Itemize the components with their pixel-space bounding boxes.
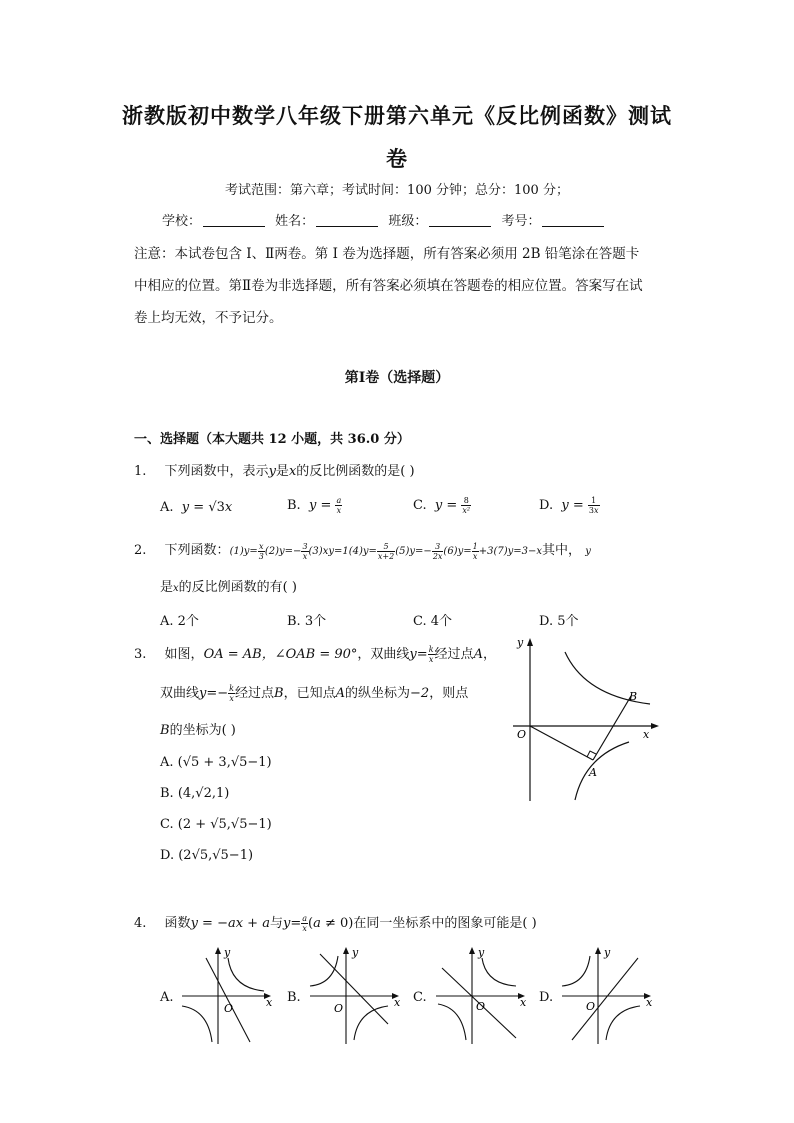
question-3: 3. 如图，OA = AB，∠OAB = 90°，双曲线y= $\frac{k}{x}$ 经过点A， [134, 645, 496, 664]
q2-function-list: (1)y= $\frac{x}{3}$ (2)y=− $\frac{3}{x}$ (3)xy=1(4)y= $\frac{5}{x+2}$ (5)y=− $\frac{3}{2x}$ (6)y= $\frac{1}{x}$ +3(7)y=3−x [229, 542, 543, 561]
q1-text-mid: 是 [275, 464, 289, 479]
q3-label-x: x [643, 728, 650, 741]
number-label: 考号： [501, 214, 541, 229]
q3-y-arrow-icon [527, 638, 533, 646]
school-blank[interactable] [203, 212, 265, 227]
question-4: 4. 函数y = −ax + a与y= $\frac{a}{x}$ (a ≠ 0)在同一坐标系中的图象可能是( ) [134, 914, 537, 933]
svg-text:y: y [352, 946, 359, 959]
question-3-line3: B的坐标为( ) [160, 723, 236, 738]
q4-graph-d[interactable] [558, 944, 658, 1046]
q1-text-post: 的反比例函数的是( ) [296, 464, 415, 479]
q4-option-b-label[interactable]: B. [287, 990, 301, 1005]
part1-title: 第Ⅰ卷（选择题） [344, 370, 450, 386]
q3-segment-OA [530, 726, 593, 760]
svg-text:x: x [394, 996, 401, 1009]
q4-graph-c[interactable] [432, 944, 532, 1046]
svg-text:O: O [476, 1000, 486, 1013]
question-2-line2: 是x的反比例函数的有( ) [160, 580, 297, 595]
student-fields [162, 212, 610, 232]
q3-option-d[interactable]: D. (2√5,√5−1) [160, 848, 254, 863]
class-blank[interactable] [429, 212, 491, 227]
q3-segment-AB [593, 696, 631, 760]
question-2: 2. 下列函数：(1)y= $\frac{x}{3}$ (2)y=− $\frac{3}{x}$ (3)xy=1(4)y= $\frac{5}{x+2}$ (5)y=− $\frac{3}{2x}$ (6)y= $\frac{1}{x}$ +3(7)y=3−x其中， y [134, 542, 591, 561]
svg-text:O: O [334, 1002, 344, 1015]
question-3-line2: 双曲线y=− $\frac{k}{x}$ 经过点B，已知点A的纵坐标为−2，则点 [160, 684, 469, 703]
q1-option-b[interactable]: B. y = $\frac{a}{x}$ [287, 496, 342, 515]
q2-option-b[interactable]: B. 3个 [287, 614, 327, 629]
q3-option-a[interactable]: A. (√5 + 3,√5−1) [160, 755, 272, 770]
q3-curve-upper [565, 652, 650, 704]
q3-label-O: O [517, 728, 527, 741]
q3-label-B: B [629, 690, 638, 703]
svg-text:O: O [224, 1002, 234, 1015]
q3-figure [505, 638, 660, 803]
q3-label-A: A [589, 766, 597, 779]
q4-option-c-label[interactable]: C. [413, 990, 427, 1005]
number-blank[interactable] [542, 212, 604, 227]
svg-text:y: y [224, 946, 231, 959]
q2-text-post: 其中， [542, 543, 582, 558]
section1-heading: 一、选择题（本大题共 12 小题，共 36.0 分） [134, 432, 410, 447]
q2-option-d[interactable]: D. 5个 [539, 614, 579, 629]
q3-option-c[interactable]: C. (2 + √5,√5−1) [160, 817, 272, 832]
q1-option-a[interactable]: A. y = √3x [160, 500, 233, 515]
q3-x-arrow-icon [651, 723, 659, 729]
exam-title-line2: 卷 [386, 146, 408, 171]
q2-number: 2. [134, 543, 147, 558]
q4d-y-arrow-icon [595, 947, 601, 954]
q1-option-c[interactable]: C. y = $\frac{8}{\text{x²}}$ [413, 496, 471, 515]
svg-text:y: y [478, 946, 485, 959]
q4-option-d-label[interactable]: D. [539, 990, 554, 1005]
svg-text:x: x [646, 996, 653, 1009]
svg-text:x: x [520, 996, 527, 1009]
school-label: 学校： [162, 214, 202, 229]
q2-option-c[interactable]: C. 4个 [413, 614, 453, 629]
class-label: 班级： [388, 214, 428, 229]
exam-title-line1: 浙教版初中数学八年级下册第六单元《反比例函数》测试 [122, 103, 672, 128]
q3-number: 3. [134, 647, 147, 662]
exam-info: 考试范围：第六章；考试时间：100 分钟；总分：100 分； [225, 183, 569, 198]
svg-text:y: y [604, 946, 611, 959]
notice-line-2: 中相应的位置。第Ⅱ卷为非选择题，所有答案必须填在答题卷的相应位置。答案写在试 [134, 278, 643, 294]
q4-option-a-label[interactable]: A. [160, 990, 174, 1005]
notice-line-3: 卷上均无效，不予记分。 [134, 310, 283, 326]
q4a-y-arrow-icon [215, 947, 221, 954]
q4-graph-b[interactable] [306, 944, 406, 1046]
q2-option-a[interactable]: A. 2个 [160, 614, 199, 629]
name-label: 姓名： [275, 214, 315, 229]
q1-text-pre: 下列函数中，表示 [164, 464, 269, 479]
q3-curve-lower [575, 742, 629, 800]
q1-number: 1. [134, 464, 147, 479]
svg-text:x: x [266, 996, 273, 1009]
q3-label-y: y [517, 636, 524, 649]
name-blank[interactable] [316, 212, 378, 227]
q1-option-d[interactable]: D. y = $\frac{1}{3x}$ [539, 496, 599, 515]
q4-graph-a[interactable] [178, 944, 278, 1046]
svg-text:O: O [586, 1000, 596, 1013]
q4c-y-arrow-icon [469, 947, 475, 954]
question-1 [134, 462, 415, 482]
q4-number: 4. [134, 916, 147, 931]
notice-line-1: 注意：本试卷包含 Ⅰ、Ⅱ两卷。第 Ⅰ 卷为选择题，所有答案必须用 2B 铅笔涂在答题卡 [134, 246, 640, 262]
q4b-y-arrow-icon [343, 947, 349, 954]
q1-var-x: x [288, 464, 297, 479]
q2-text-pre: 下列函数： [164, 543, 230, 558]
q3-option-b[interactable]: B. (4,√2,1) [160, 786, 230, 801]
q1-var-y: y [268, 464, 276, 479]
